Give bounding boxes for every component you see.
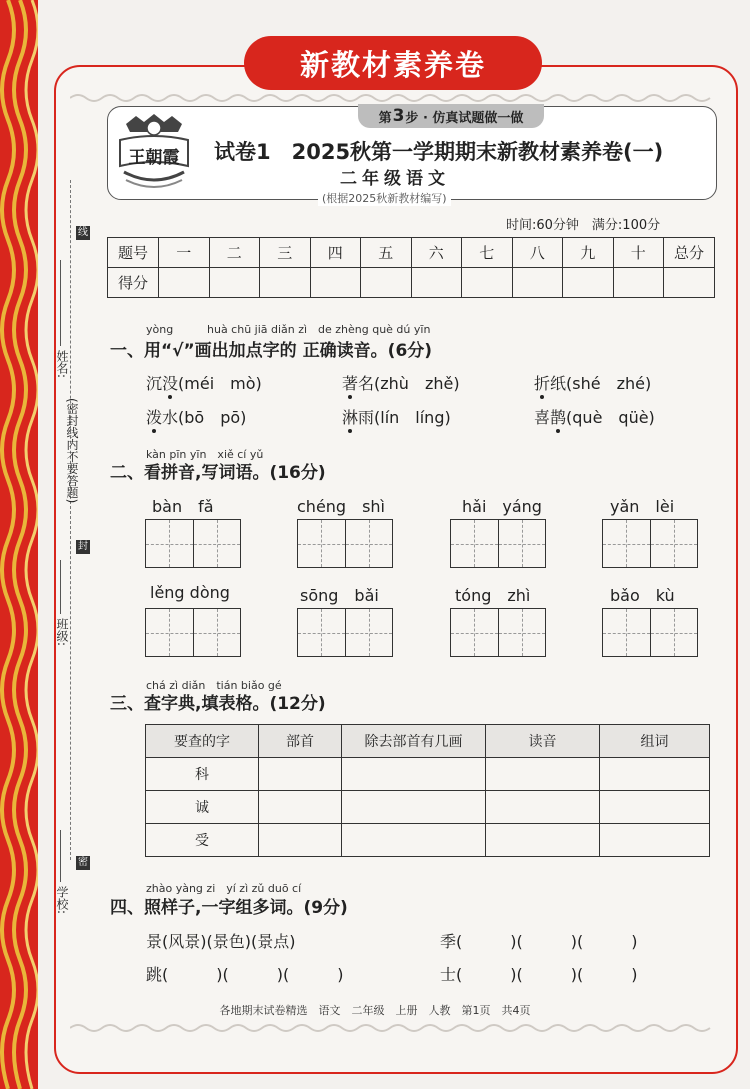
score-table-header-row [108, 238, 715, 268]
dict-header-cell: 组词 [600, 725, 710, 758]
q1-item-options: 纸(shé zhé) [550, 374, 652, 393]
score-cell-head: 一 [159, 238, 210, 268]
q2-word-pinyin: sōng bǎi [300, 586, 379, 605]
edition-note: (根据2025秋新教材编写) [318, 190, 451, 206]
q1-item-dotted: 鹊 [550, 405, 566, 428]
dict-row [146, 824, 710, 857]
dict-answer-cell[interactable] [486, 791, 600, 824]
banner-title: 新教材素养卷 [244, 36, 542, 90]
q4-answer-line[interactable]: 士( )( )( ) [440, 965, 638, 984]
q1-item-dotted: 淋 [342, 405, 358, 428]
tianzige-grid[interactable] [145, 608, 241, 657]
exam-title: 试卷1 2025秋第一学期期末新教材素养卷(一) [214, 140, 664, 164]
q1-title [110, 336, 432, 361]
tianzige-grid[interactable] [602, 519, 698, 568]
score-input-cell[interactable] [462, 268, 513, 298]
name-field[interactable] [60, 260, 61, 346]
dict-answer-cell[interactable] [600, 758, 710, 791]
wave-divider-top [70, 92, 716, 104]
score-input-cell[interactable] [361, 268, 412, 298]
q1-item-dotted: 没 [162, 371, 178, 394]
dict-header-cell: 读音 [486, 725, 600, 758]
school-label: 学校: [55, 886, 69, 915]
step-number: 3 [392, 106, 405, 126]
score-input-cell[interactable] [411, 268, 462, 298]
score-table [107, 237, 715, 298]
dict-header-cell: 要查的字 [146, 725, 259, 758]
dict-answer-cell[interactable] [342, 758, 486, 791]
tianzige-grid[interactable] [145, 519, 241, 568]
q4-pinyin: zhào yàng zi yí zì zǔ duō cí [146, 882, 302, 895]
score-cell-head: 七 [462, 238, 513, 268]
grade-subject: 二年级语文 [340, 169, 450, 189]
q1-item-pre: 沉 [146, 374, 163, 393]
score-input-cell[interactable] [209, 268, 260, 298]
q1-item[interactable] [534, 371, 651, 394]
q1-item-options: (què qüè) [566, 408, 655, 427]
score-cell-total: 总分 [664, 238, 715, 268]
dict-row [146, 791, 710, 824]
q1-item-options: 雨(lín líng) [358, 408, 451, 427]
score-cell-head: 六 [411, 238, 462, 268]
binding-note: (密封线内不要答题) [65, 398, 79, 504]
dictionary-table [145, 724, 710, 857]
page-footer: 各地期末试卷精选 语文 二年级 上册 人教 第1页 共4页 [219, 1004, 531, 1017]
time-info: 时间:60分钟 满分:100分 [506, 218, 661, 233]
score-input-cell[interactable] [260, 268, 311, 298]
q2-word-pinyin: hǎi yáng [462, 497, 542, 516]
dict-char: 受 [146, 824, 259, 857]
step-suffix: 步 · 仿真试题做一做 [405, 110, 524, 126]
q4-title: 四、照样子,一字组多词。(9分) [110, 898, 348, 918]
dict-row [146, 758, 710, 791]
score-row-label: 得分 [108, 268, 159, 298]
score-cell-head: 四 [310, 238, 361, 268]
q1-title-b: 正确读音。(6分) [302, 341, 433, 361]
q1-pinyin-2: huà chū jiā diǎn zì [207, 323, 308, 336]
q2-word-pinyin: tóng zhì [455, 586, 531, 605]
dict-header-cell: 部首 [259, 725, 342, 758]
wave-divider-bottom [70, 1022, 716, 1034]
score-input-cell[interactable] [512, 268, 563, 298]
dict-answer-cell[interactable] [259, 758, 342, 791]
binding-dashed-line [70, 180, 71, 860]
score-input-cell[interactable] [310, 268, 361, 298]
step-tab [358, 104, 544, 128]
q2-title: 二、看拼音,写词语。(16分) [110, 463, 326, 483]
q1-item-dotted: 折 [534, 371, 550, 394]
score-cell-head: 五 [361, 238, 412, 268]
q2-word-pinyin: lěng dòng [150, 583, 230, 602]
q1-item[interactable] [146, 371, 262, 394]
q2-word-pinyin: bǎo kù [610, 586, 675, 605]
tianzige-grid[interactable] [297, 608, 393, 657]
tianzige-grid[interactable] [450, 608, 546, 657]
score-cell-head: 三 [260, 238, 311, 268]
dict-answer-cell[interactable] [486, 824, 600, 857]
q2-word-pinyin: yǎn lèi [610, 497, 675, 516]
q2-word-pinyin: chéng shì [297, 497, 386, 516]
binding-tag-seal: 封 [78, 541, 88, 552]
step-prefix: 第 [378, 110, 392, 126]
binding-tag-line: 线 [78, 227, 88, 238]
q1-item-options: 水(bō pō) [162, 408, 247, 427]
decorative-stripe [0, 0, 38, 1089]
binding-tag-secret: 密 [78, 857, 88, 868]
q1-item[interactable] [342, 405, 451, 428]
dict-answer-cell[interactable] [259, 791, 342, 824]
q4-example: 景(风景)(景色)(景点) [146, 932, 296, 951]
q4-answer-line[interactable]: 季( )( )( ) [440, 932, 638, 951]
q4-answer-line[interactable]: 跳( )( )( ) [146, 965, 344, 984]
score-input-cell[interactable] [664, 268, 715, 298]
class-field[interactable] [60, 560, 61, 614]
q1-item[interactable] [534, 405, 655, 428]
q1-item-pre: 喜 [534, 408, 551, 427]
school-field[interactable] [60, 830, 61, 882]
q2-word-pinyin: bàn fǎ [152, 497, 214, 516]
tianzige-grid[interactable] [297, 519, 393, 568]
score-input-cell[interactable] [563, 268, 614, 298]
class-label: 班级: [55, 618, 69, 647]
dict-answer-cell[interactable] [342, 824, 486, 857]
q1-title-a: 一、用“√”画出加点字的 [110, 341, 297, 361]
q1-item-options: (méi mò) [178, 374, 262, 393]
dict-answer-cell[interactable] [486, 758, 600, 791]
score-cell-head: 二 [209, 238, 260, 268]
score-cell-head: 八 [512, 238, 563, 268]
score-cell-head: 九 [563, 238, 614, 268]
dict-answer-cell[interactable] [600, 791, 710, 824]
score-table-score-row [108, 268, 715, 298]
score-input-cell[interactable] [613, 268, 664, 298]
dict-answer-cell[interactable] [600, 824, 710, 857]
logo-text: 王朝霞 [128, 148, 180, 168]
q1-item-dotted: 泼 [146, 405, 162, 428]
name-label: 姓名: [55, 350, 69, 379]
dict-header-row [146, 725, 710, 758]
score-cell-head: 十 [613, 238, 664, 268]
q1-item[interactable] [342, 371, 460, 394]
dict-answer-cell[interactable] [342, 791, 486, 824]
q1-pinyin-1: yòng [146, 323, 174, 336]
dict-char: 诚 [146, 791, 259, 824]
score-cell-label: 题号 [108, 238, 159, 268]
score-input-cell[interactable] [159, 268, 210, 298]
q3-title: 三、查字典,填表格。(12分) [110, 694, 326, 714]
brand-logo [114, 110, 194, 192]
dict-char: 科 [146, 758, 259, 791]
q1-item-dotted: 著 [342, 371, 358, 394]
q1-item-options: 名(zhù zhě) [358, 374, 460, 393]
dict-answer-cell[interactable] [259, 824, 342, 857]
q1-pinyin-3: de zhèng què dú yīn [318, 323, 431, 336]
tianzige-grid[interactable] [450, 519, 546, 568]
tianzige-grid[interactable] [602, 608, 698, 657]
q3-pinyin: chá zì diǎn tián biǎo gé [146, 679, 282, 692]
q2-pinyin: kàn pīn yīn xiě cí yǔ [146, 448, 264, 461]
q1-item[interactable] [146, 405, 246, 428]
dict-header-cell: 除去部首有几画 [342, 725, 486, 758]
